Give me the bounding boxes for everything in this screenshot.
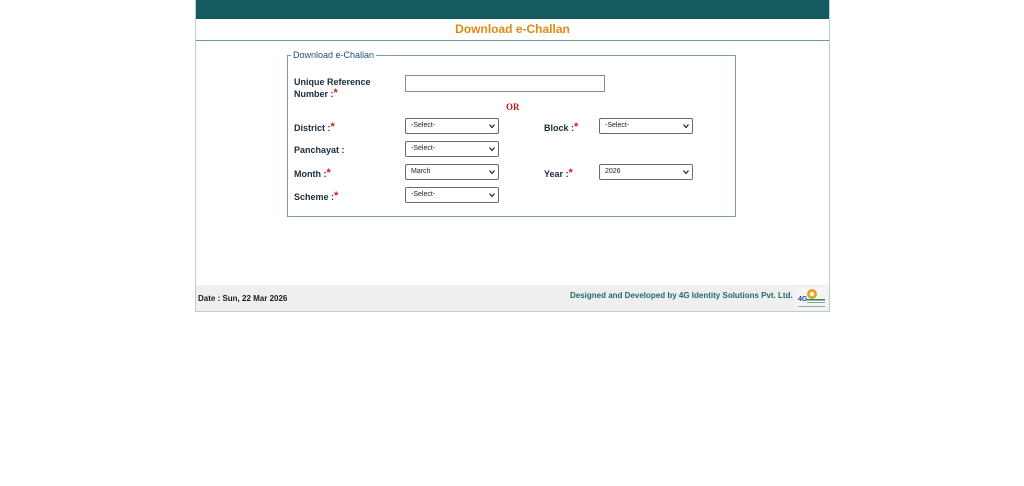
panchayat-select[interactable] (405, 141, 499, 157)
page-title: Download e-Challan (196, 19, 829, 41)
year-label-text: Year : (544, 169, 569, 179)
scheme-label (294, 191, 338, 203)
year-label (544, 168, 573, 180)
district-label (294, 122, 335, 134)
required-mark: * (334, 190, 339, 202)
form-legend: Download e-Challan (293, 50, 375, 60)
unique-reference-number-input[interactable] (405, 75, 605, 92)
page-container (195, 0, 830, 312)
block-select-value: -Select- (605, 122, 630, 129)
district-select-value: -Select- (411, 122, 436, 129)
urn-label (294, 76, 371, 100)
block-label (544, 122, 578, 134)
chevron-down-icon (489, 169, 495, 175)
required-mark: * (574, 121, 579, 133)
year-select-value: 2026 (605, 168, 621, 175)
block-label-text: Block : (544, 123, 575, 133)
chevron-down-icon (489, 123, 495, 129)
chevron-down-icon (683, 169, 689, 175)
panchayat-label: Panchayat : (294, 145, 345, 155)
footer (196, 285, 829, 311)
month-select-value: March (411, 168, 431, 175)
developer-credit: Designed and Developed by 4G Identity Solutions Pvt. Ltd. (570, 291, 793, 300)
download-challan-form (287, 50, 736, 217)
district-select[interactable] (405, 118, 499, 134)
district-label-text: District : (294, 123, 331, 133)
block-select[interactable] (599, 118, 693, 134)
panchayat-select-value: -Select- (411, 145, 436, 152)
or-separator: OR (506, 102, 520, 112)
year-select[interactable] (599, 164, 693, 180)
scheme-label-text: Scheme : (294, 192, 335, 202)
required-mark: * (330, 121, 335, 133)
required-mark: * (568, 167, 573, 179)
urn-label-line1: Unique Reference (294, 77, 371, 87)
top-banner (196, 0, 829, 19)
urn-label-line2: Number : (294, 89, 334, 99)
scheme-select[interactable] (405, 187, 499, 203)
chevron-down-icon (489, 146, 495, 152)
current-date: Date : Sun, 22 Mar 2026 (198, 294, 288, 303)
company-logo (795, 287, 828, 310)
scheme-select-value: -Select- (411, 191, 436, 198)
chevron-down-icon (489, 192, 495, 198)
month-label (294, 168, 331, 180)
chevron-down-icon (683, 123, 689, 129)
required-mark: * (333, 87, 338, 99)
month-select[interactable] (405, 164, 499, 180)
month-label-text: Month : (294, 169, 327, 179)
required-mark: * (326, 167, 331, 179)
logo-text: 4G (798, 296, 808, 303)
